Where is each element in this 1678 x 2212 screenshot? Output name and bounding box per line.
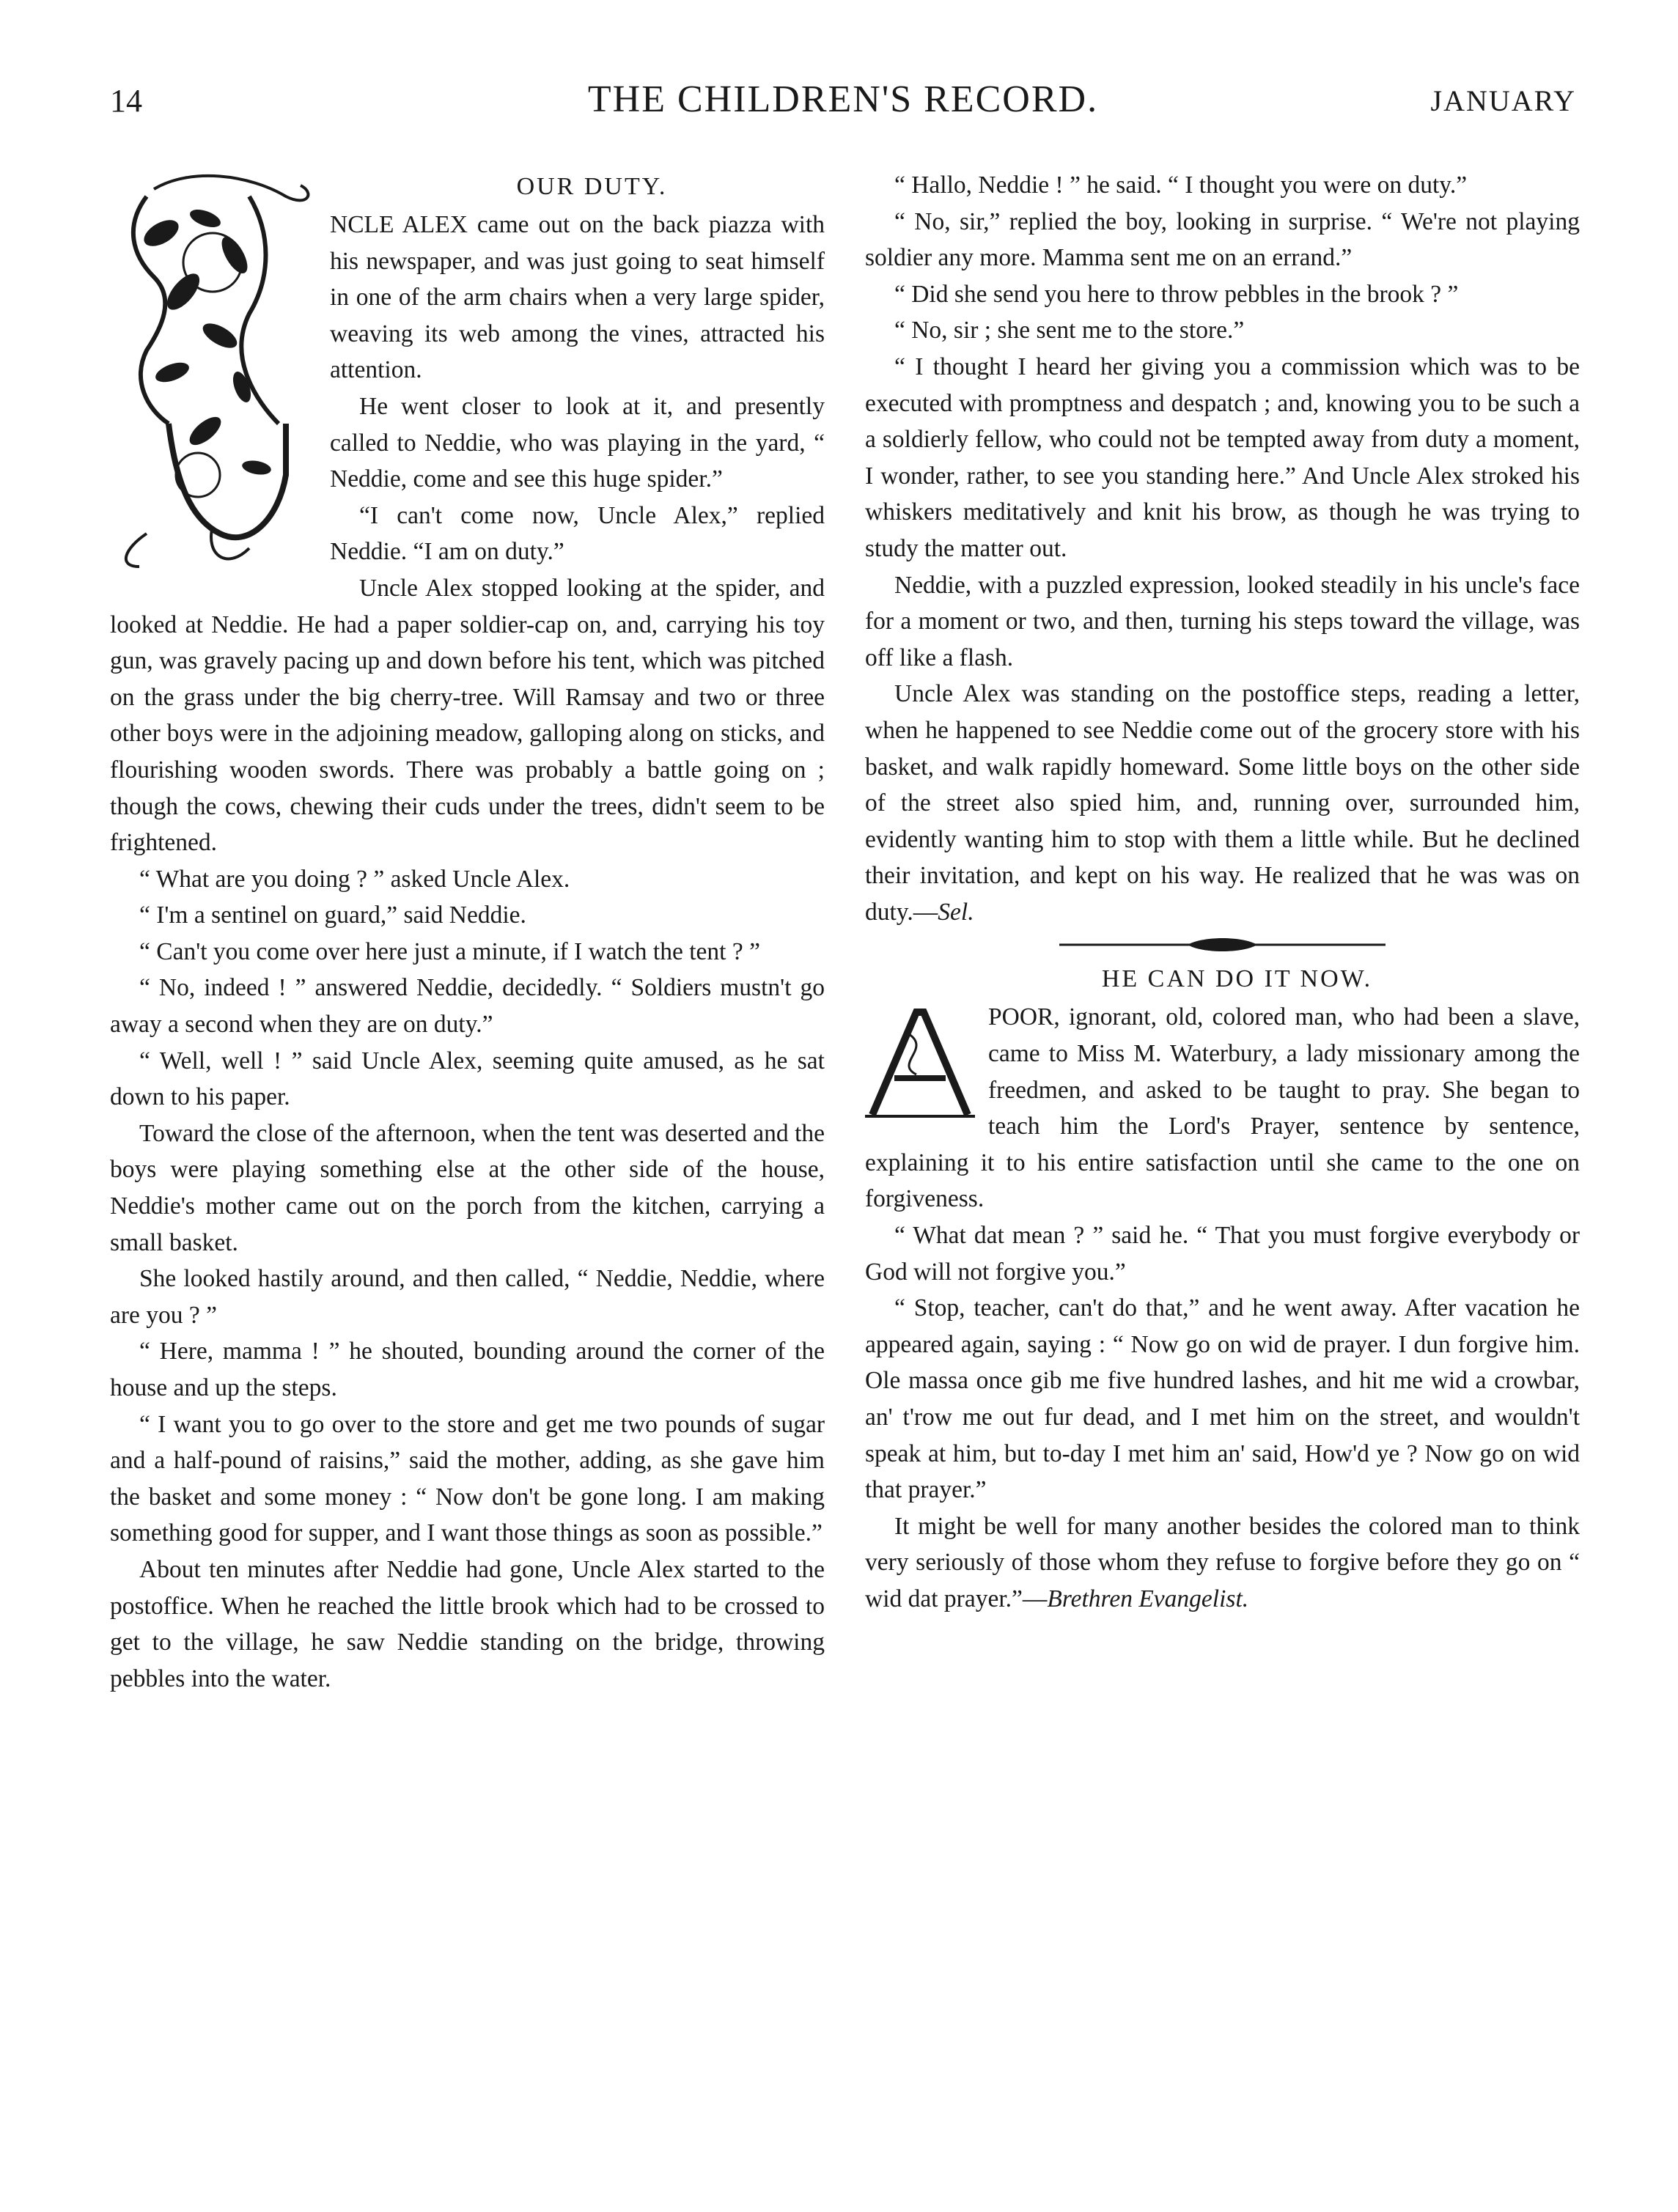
floral-initial-icon [103, 167, 323, 578]
story1-paragraph: She looked hastily around, and then called, “ Neddie, Neddie, where are you ? ” [110, 1265, 825, 1329]
story1-paragraph: About ten minutes after Neddie had gone, Uncle Alex started to the postoffice. When he reached the little brook which had to be crossed to get to the village, he saw Neddie standing on the bridge, throwing pebbles into the water. [110, 1555, 825, 1692]
story1-paragraph: NCLE ALEX came out on the back piazza with his newspaper, and was just going to seat himself in one of the arm chairs when a very large spider, weaving its web among the vines, attracted his attention. [330, 211, 825, 384]
story1-paragraph: “ Did she send you here to throw pebbles in the brook ? ” [894, 280, 1459, 308]
story1-paragraph: “ Can't you come over here just a minute, if I watch the tent ? ” [139, 937, 760, 965]
story1-paragraph: “ Hallo, Neddie ! ” he said. “ I thought you were on duty.” [894, 172, 1468, 199]
story2-paragraph: “ Stop, teacher, can't do that,” and he went away. After vacation he appeared again, saying : “ Now go on wid de prayer. I dun forgive him. Ole massa once gib me five hundred lashes, and hit me wid a crowbar, an' t'row me out fur dead, and I met him on the street, and wouldn't speak at him, but to-day I met him an' said, How'd ye ? Now go on wid that prayer.” [865, 1294, 1580, 1504]
ornamental-drop-cap-u [103, 167, 323, 578]
publication-title: THE CHILDREN'S RECORD. [587, 78, 1099, 120]
left-column [110, 167, 825, 1697]
ornamental-rule-icon [865, 930, 1580, 959]
story2-source: Brethren Evangelist. [1047, 1585, 1249, 1612]
story1-paragraph: He went closer to look at it, and presently called to Neddie, who was playing in the yard, “ Neddie, come and see this huge spider.” [330, 392, 825, 493]
story1-paragraph: “ I thought I heard her giving you a commission which was to be executed with promptness and despatch ; and, knowing you to be such a a soldierly fellow, who could not be tempted away from duty a moment, I wonder, rather, to see you standing here.” And Uncle Alex stroked his whiskers meditatively and knit his brow, as though he was trying to study the matter out. [865, 353, 1580, 562]
issue-month: JANUARY [1430, 84, 1576, 117]
story1-paragraph: “ No, sir ; she sent me to the store.” [894, 317, 1245, 344]
story1-paragraph: Uncle Alex stopped looking at the spider, and looked at Neddie. He had a paper soldier-cap on, and, carrying his toy gun, was gravely pacing up and down before his tent, which was pitched on the grass under the big cherry-tree. Will Ramsay and two or three other boys were in the adjoining meadow, galloping along on sticks, and flourishing wooden swords. There was probably a battle going on ; though the cows, chewing their cuds under the trees, didn't seem to be frightened. [110, 574, 825, 857]
story1-paragraph: “ No, sir,” replied the boy, looking in surprise. “ We're not playing soldier any more. Mamma sent me on an errand.” [865, 207, 1580, 272]
page-number: 14 [110, 83, 142, 119]
ornamental-drop-cap-a [865, 1005, 975, 1122]
story-title-our-duty: OUR DUTY. [516, 173, 668, 200]
letter-a-initial-icon [865, 1005, 975, 1122]
story1-paragraph: “ Here, mamma ! ” he shouted, bounding around the corner of the house and up the steps. [110, 1338, 825, 1401]
story2-paragraph: POOR, ignorant, old, colored man, who had been a slave, came to Miss M. Waterbury, a lady missionary among the freedmen, and asked to be taught to pray. She began to teach him the Lord's Prayer, sentence by sentence, explaining it to his entire satisfaction until she came to the one on forgiveness. [865, 1003, 1580, 1213]
story1-source: Sel. [938, 898, 974, 926]
story2-paragraph-text: It might be well for many another besides the colored man to think very seriously of those whom they refuse to forgive before they go on “ wid dat prayer.”— [865, 1512, 1580, 1612]
story1-paragraph: “I can't come now, Uncle Alex,” replied Neddie. “I am on duty.” [330, 501, 825, 566]
story1-paragraph: “ I'm a sentinel on guard,” said Neddie. [139, 902, 526, 929]
section-divider [865, 930, 1580, 959]
story1-paragraph: “ Well, well ! ” said Uncle Alex, seeming quite amused, as he sat down to his paper. [110, 1047, 825, 1111]
story1-last-paragraph [865, 676, 1580, 930]
story1-paragraph: Neddie, with a puzzled expression, looked steadily in his uncle's face for a moment or two, and then, turning his steps toward the village, was off like a flash. [865, 571, 1580, 671]
story-title-he-can-do-it-now: HE CAN DO IT NOW. [1101, 965, 1373, 993]
story1-paragraph: Toward the close of the afternoon, when the tent was deserted and the boys were playing something else at the other side of the house, Neddie's mother came out on the porch from the kitchen, carrying a small basket. [110, 1119, 825, 1256]
story1-paragraph-text: Uncle Alex was standing on the postoffice steps, reading a letter, when he happened to see Neddie come out of the grocery store with his basket, and walk rapidly homeward. Some little boys on the other side of the street also spied him, and, running over, surrounded him, evidently wanting him to stop with them a little while. But he declined their invitation, and kept on his way. He realized that he was was on duty.— [865, 680, 1580, 926]
story1-paragraph: “ No, indeed ! ” answered Neddie, decidedly. “ Soldiers mustn't go away a second when they are on duty.” [110, 974, 825, 1039]
running-header [110, 78, 1576, 133]
story2-paragraph: “ What dat mean ? ” said he. “ That you must forgive everybody or God will not forgive you.” [865, 1222, 1580, 1286]
story1-paragraph: “ What are you doing ? ” asked Uncle Alex. [139, 865, 570, 893]
story1-paragraph: “ I want you to go over to the store and get me two pounds of sugar and a half-pound of raisins,” said the mother, adding, as she gave him the basket and some money : “ Now don't be gone long. I am making something good for supper, and I want those things as soon as possible.” [110, 1410, 825, 1547]
right-column [865, 167, 1580, 1618]
story2-last-paragraph [865, 1508, 1580, 1618]
